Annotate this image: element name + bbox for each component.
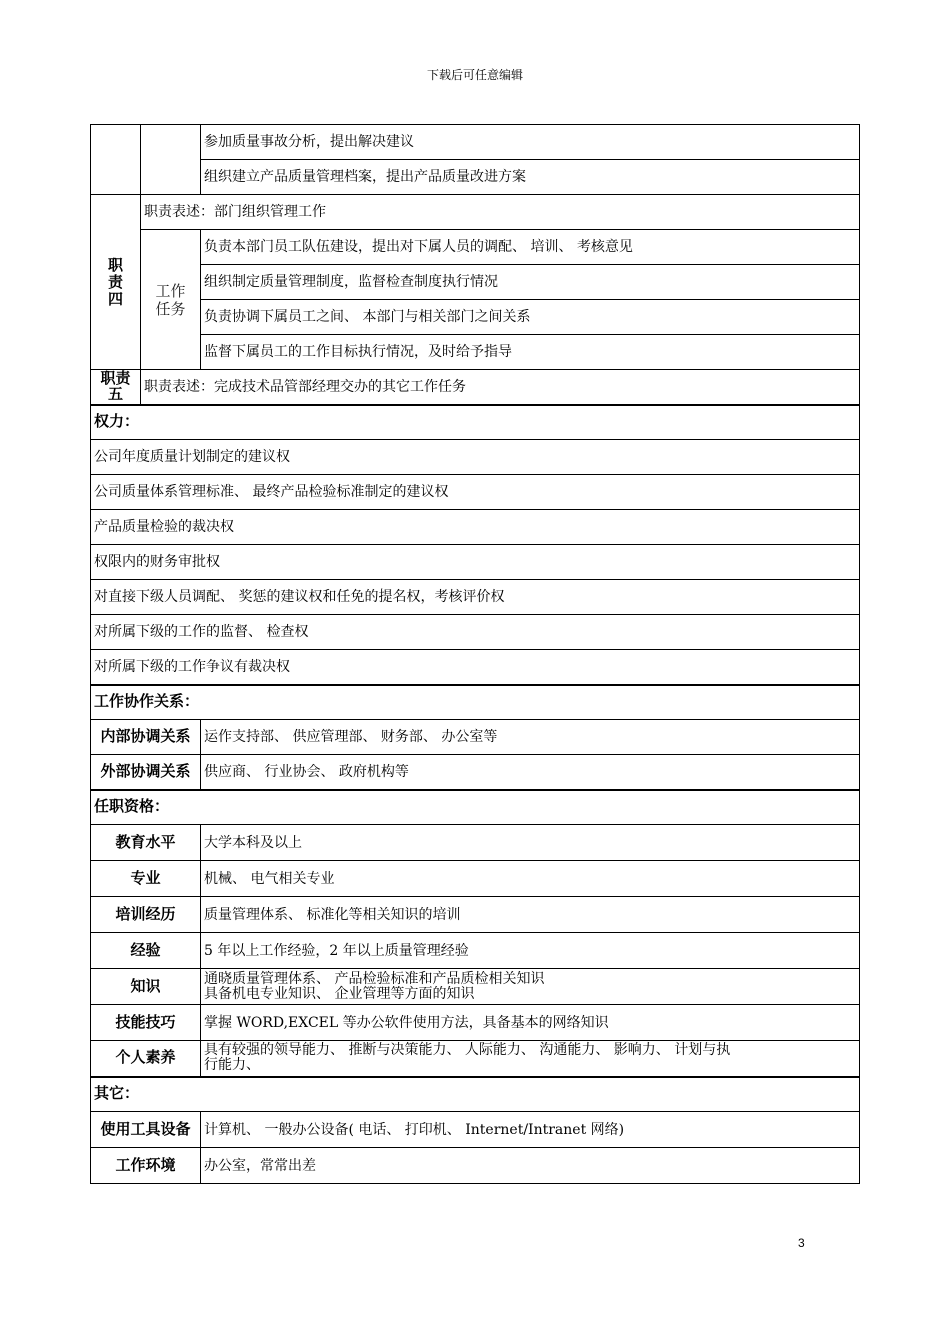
section-header-row [91,790,860,825]
row-label: 个人素养 [91,1041,201,1077]
cooperation-title: 工作协作关系： [91,685,860,720]
duty4-task-label-text: 工作任务 [155,281,186,318]
table-row [91,160,860,195]
duty4-task-label [141,230,201,370]
task-label-cell [141,125,201,195]
task-text: 参加质量事故分析，提出解决建议 [201,125,860,160]
row-value-line: 具备机电专业知识、 企业管理等方面的知识 [204,985,475,1002]
row-label: 知识 [91,969,201,1005]
duty-label-cell [91,125,141,195]
authority-item: 对直接下级人员调配、 奖惩的建议权和任免的提名权，考核评价权 [91,580,860,615]
table-row [91,861,860,897]
authority-title: 权力： [91,405,860,440]
table-row [91,475,860,510]
row-label: 经验 [91,933,201,969]
qualification-title: 任职资格： [91,790,860,825]
table-row [91,755,860,790]
row-value: 质量管理体系、 标准化等相关知识的培训 [201,897,860,933]
other-title: 其它： [91,1077,860,1112]
row-value-line: 具有较强的领导能力、 推断与决策能力、 人际能力、 沟通能力、 影响力、 计划与执 [204,1042,731,1059]
row-value: 5 年以上工作经验，2 年以上质量管理经验 [201,933,860,969]
row-value: 运作支持部、 供应管理部、 财务部、 办公室等 [201,720,860,755]
row-value-line: 通晓质量管理体系、 产品检验标准和产品质检相关知识 [204,970,545,987]
task-text: 监督下属员工的工作目标执行情况，及时给予指导 [201,335,860,370]
page-number: 3 [798,1236,805,1250]
duty5-label [91,370,141,405]
table-row [91,1005,860,1041]
table-row [91,510,860,545]
row-value: 计算机、 一般办公设备( 电话、 打印机、 Internet/Intranet 网络) [201,1112,860,1148]
table-row [91,230,860,265]
duty4-label [91,195,141,370]
row-value: 办公室，常常出差 [201,1148,860,1184]
row-label: 培训经历 [91,897,201,933]
row-value: 大学本科及以上 [201,825,860,861]
section-header-row [91,405,860,440]
authority-item: 权限内的财务审批权 [91,545,860,580]
authority-item: 对所属下级的工作争议有裁决权 [91,650,860,685]
row-label: 技能技巧 [91,1005,201,1041]
table-row [91,650,860,685]
duty4-desc: 职责表述：部门组织管理工作 [141,195,860,230]
authority-item: 产品质量检验的裁决权 [91,510,860,545]
table-row [91,720,860,755]
row-value [201,969,860,1005]
job-description-table [90,124,860,1184]
table-row [91,615,860,650]
duty5-desc: 职责表述：完成技术品管部经理交办的其它工作任务 [141,370,860,405]
task-text: 组织建立产品质量管理档案，提出产品质量改进方案 [201,160,860,195]
task-text: 负责协调下属员工之间、 本部门与相关部门之间关系 [201,300,860,335]
row-value: 机械、 电气相关专业 [201,861,860,897]
table-row [91,545,860,580]
task-text: 组织制定质量管理制度，监督检查制度执行情况 [201,265,860,300]
table-row [91,300,860,335]
row-label: 教育水平 [91,825,201,861]
table-row [91,195,860,230]
row-label: 外部协调关系 [91,755,201,790]
table-row [91,933,860,969]
table-row [91,265,860,300]
row-label: 专业 [91,861,201,897]
duty5-label-text: 职责五 [100,369,131,403]
table-row [91,897,860,933]
table-row [91,440,860,475]
duty4-label-text: 职责四 [107,256,123,308]
table-row [91,1112,860,1148]
row-label: 使用工具设备 [91,1112,201,1148]
row-label: 内部协调关系 [91,720,201,755]
authority-item: 公司年度质量计划制定的建议权 [91,440,860,475]
row-value [201,1041,860,1077]
row-value: 掌握 WORD,EXCEL 等办公软件使用方法，具备基本的网络知识 [201,1005,860,1041]
page-header: 下载后可任意编辑 [426,68,523,82]
task-text: 负责本部门员工队伍建设，提出对下属人员的调配、 培训、 考核意见 [201,230,860,265]
authority-item: 公司质量体系管理标准、 最终产品检验标准制定的建议权 [91,475,860,510]
section-header-row [91,1077,860,1112]
section-header-row [91,685,860,720]
row-value: 供应商、 行业协会、 政府机构等 [201,755,860,790]
table-row [91,580,860,615]
table-row [91,825,860,861]
table-row [91,125,860,160]
table-row [91,969,860,1005]
authority-item: 对所属下级的工作的监督、 检查权 [91,615,860,650]
table-row [91,370,860,405]
table-row [91,1041,860,1077]
table-row [91,335,860,370]
row-label: 工作环境 [91,1148,201,1184]
table-row [91,1148,860,1184]
row-value-line: 行能力、 [204,1057,260,1074]
